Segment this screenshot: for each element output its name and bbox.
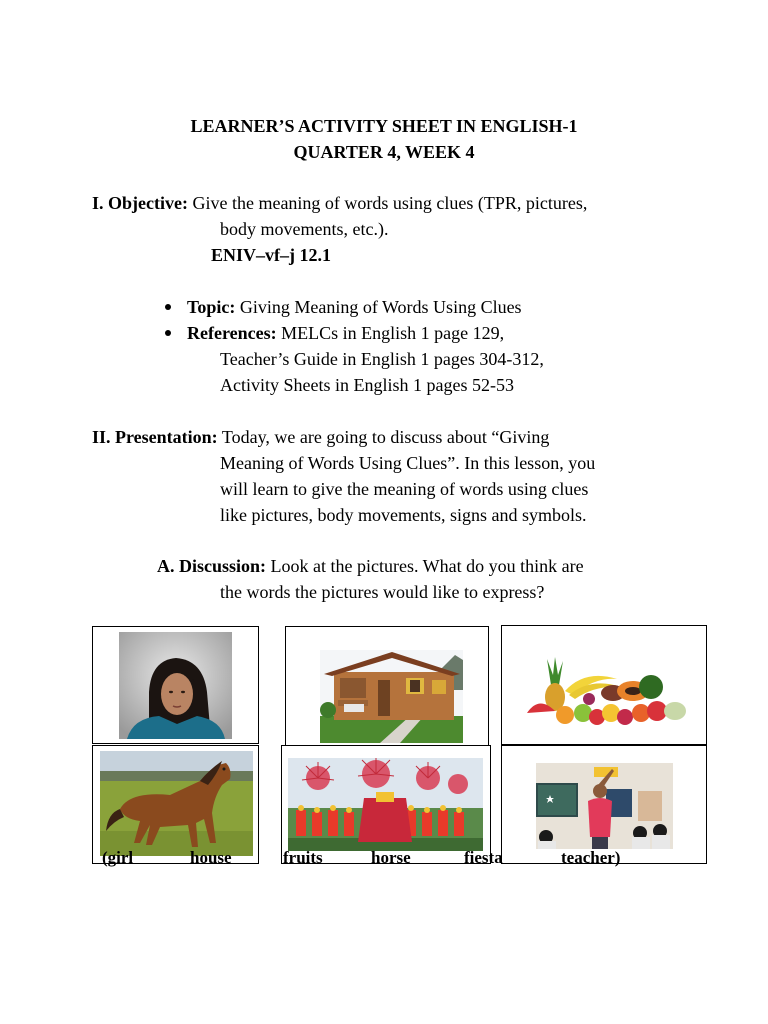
- references-text-1: MELCs in English 1 page 129,: [276, 323, 505, 343]
- presentation-line: [92, 427, 549, 448]
- presentation-label: II. Presentation:: [92, 427, 218, 447]
- word-fiesta: fiesta: [464, 848, 503, 867]
- references-line: [187, 323, 504, 344]
- references-label: References:: [187, 323, 277, 343]
- presentation-text-4: like pictures, body movements, signs and symbols.: [220, 505, 587, 525]
- word-horse: horse: [371, 848, 411, 867]
- word-girl: (girl: [102, 848, 134, 867]
- presentation-text-2: Meaning of Words Using Clues”. In this lesson, you: [220, 453, 596, 473]
- references-text-2: Teacher’s Guide in English 1 pages 304-312,: [220, 349, 544, 369]
- bullet-icon: [165, 304, 171, 310]
- fruits-photo: [525, 655, 692, 731]
- sheet-title: LEARNER’S ACTIVITY SHEET IN ENGLISH-1: [190, 116, 578, 136]
- presentation-text-1: Today, we are going to discuss about “Giving: [217, 427, 550, 447]
- references-text-3: Activity Sheets in English 1 pages 52-53: [220, 375, 514, 395]
- discussion-text-2: the words the pictures would like to express?: [220, 582, 545, 602]
- horse-photo: [100, 751, 253, 856]
- house-photo: [320, 650, 463, 743]
- competency-code: ENIV–vf–j 12.1: [211, 245, 331, 265]
- topic-line: [187, 297, 522, 318]
- objective-text-1: Give the meaning of words using clues (TPR, pictures,: [187, 193, 588, 213]
- sheet-subtitle: QUARTER 4, WEEK 4: [293, 142, 475, 162]
- fiesta-photo: [288, 758, 483, 851]
- word-house: house: [190, 848, 232, 867]
- word-fruits: fruits: [283, 848, 323, 867]
- topic-label: Topic:: [187, 297, 236, 317]
- objective-text-2: body movements, etc.).: [220, 219, 389, 239]
- objective-label: I. Objective:: [92, 193, 188, 213]
- presentation-text-3: will learn to give the meaning of words using clues: [220, 479, 589, 499]
- discussion-text-1: Look at the pictures. What do you think are: [266, 556, 584, 576]
- bullet-icon: [165, 330, 171, 336]
- discussion-label: A. Discussion:: [157, 556, 267, 576]
- girl-photo: [119, 632, 232, 739]
- word-teacher: teacher): [561, 848, 621, 867]
- discussion-line: [157, 556, 584, 577]
- teacher-photo: [536, 763, 673, 849]
- objective-line: [92, 193, 587, 214]
- topic-text: Giving Meaning of Words Using Clues: [235, 297, 522, 317]
